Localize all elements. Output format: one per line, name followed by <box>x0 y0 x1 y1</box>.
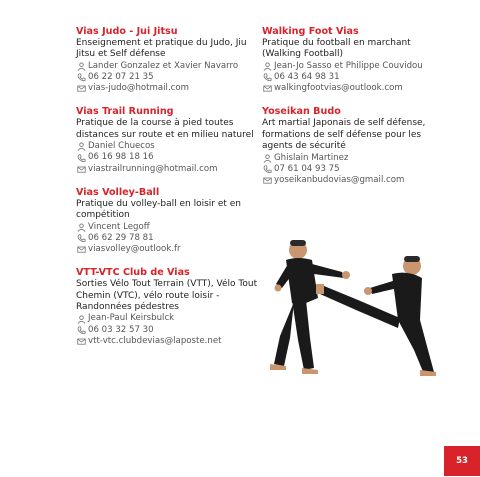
club-description: Pratique de la course à pied toutes distances sur route et en milieu naturel <box>76 118 254 140</box>
club-trail-running <box>76 106 266 174</box>
person-icon <box>76 142 86 152</box>
club-contact <box>76 61 266 72</box>
club-phone <box>262 164 452 175</box>
email-link[interactable]: vias-judo@hotmail.com <box>88 83 190 94</box>
contact-name: Ghislain Martinez <box>274 152 349 163</box>
contact-name: Daniel Chuecos <box>88 141 155 152</box>
club-contact <box>76 313 266 324</box>
club-title: Vias Judo - Jui Jitsu <box>76 26 178 37</box>
club-email <box>76 164 266 175</box>
envelope-icon <box>76 245 86 255</box>
contact-name: Jean-Jo Sasso et Philippe Couvidou <box>274 60 423 71</box>
club-volley-ball <box>76 187 266 255</box>
phone-icon <box>262 164 272 174</box>
phone-number: 06 62 29 78 81 <box>88 232 154 243</box>
email-link[interactable]: yoseikanbudovias@gmail.com <box>274 175 405 186</box>
contact-name: Jean-Paul Keirsbulck <box>88 313 175 324</box>
page-number: 53 <box>444 446 480 476</box>
phone-icon <box>76 73 86 83</box>
envelope-icon <box>76 336 86 346</box>
phone-number: 07 61 04 93 75 <box>274 163 340 174</box>
phone-number: 06 22 07 21 35 <box>88 72 154 83</box>
contact-name: Vincent Legoff <box>88 221 150 232</box>
envelope-icon <box>262 176 272 186</box>
club-title: Yoseikan Budo <box>262 106 341 118</box>
phone-number: 06 03 32 57 30 <box>88 324 154 335</box>
envelope-icon <box>76 164 86 174</box>
phone-icon <box>76 233 86 243</box>
club-contact <box>262 61 452 72</box>
envelope-icon <box>262 84 272 94</box>
club-contact <box>76 141 266 152</box>
left-column <box>76 26 266 359</box>
club-walking-foot <box>262 26 452 94</box>
club-email <box>262 83 452 94</box>
right-column <box>262 26 452 198</box>
person-icon <box>76 222 86 232</box>
club-description: Art martial Japonais de self défense, formations de self défense pour les agents de sécurité <box>262 118 426 152</box>
person-icon <box>76 314 86 324</box>
club-vtt-vtc <box>76 267 266 347</box>
club-email <box>76 336 266 347</box>
club-description: Pratique du volley-ball en loisir et en compétition <box>76 198 242 221</box>
phone-icon <box>76 325 86 335</box>
club-description: Sorties Vélo Tout Terrain (VTT), Vélo Tout Chemin (VTC), vélo route loisir - Randonnées pédestres <box>76 279 258 313</box>
person-icon <box>262 61 272 71</box>
envelope-icon <box>76 84 86 94</box>
club-title: VTT-VTC Club de Vias <box>76 267 190 279</box>
club-phone <box>76 325 266 336</box>
email-link[interactable]: walkingfootvias@outlook.com <box>274 83 403 94</box>
phone-icon <box>76 153 86 163</box>
club-phone <box>76 152 266 163</box>
person-icon <box>262 153 272 163</box>
club-contact <box>262 153 452 164</box>
club-phone <box>76 233 266 244</box>
club-phone <box>262 72 452 83</box>
person-icon <box>76 61 86 71</box>
club-title: Walking Foot Vias <box>262 26 359 37</box>
phone-number: 06 16 98 18 16 <box>88 152 154 163</box>
club-title: Vias Trail Running <box>76 106 174 118</box>
email-link[interactable]: vtt-vtc.clubdevias@laposte.net <box>88 335 222 346</box>
phone-number: 06 43 64 98 31 <box>274 72 340 83</box>
club-judo <box>76 26 266 94</box>
club-description: Pratique du football en marchant (Walking Football) <box>262 38 411 60</box>
contact-name: Lander Gonzalez et Xavier Navarro <box>88 60 239 71</box>
club-yoseikan-budo <box>262 106 452 186</box>
club-description: Enseignement et pratique du Judo, Jiu Jitsu et Self défense <box>76 38 247 60</box>
club-phone <box>76 72 266 83</box>
club-email <box>262 175 452 186</box>
email-link[interactable]: viastrailrunning@hotmail.com <box>88 163 218 174</box>
club-email <box>76 83 266 94</box>
club-title: Vias Volley-Ball <box>76 186 160 198</box>
club-email <box>76 244 266 255</box>
email-link[interactable]: viasvolley@outlook.fr <box>88 244 181 255</box>
club-contact <box>76 222 266 233</box>
martial-arts-photo <box>258 228 438 378</box>
phone-icon <box>262 73 272 83</box>
